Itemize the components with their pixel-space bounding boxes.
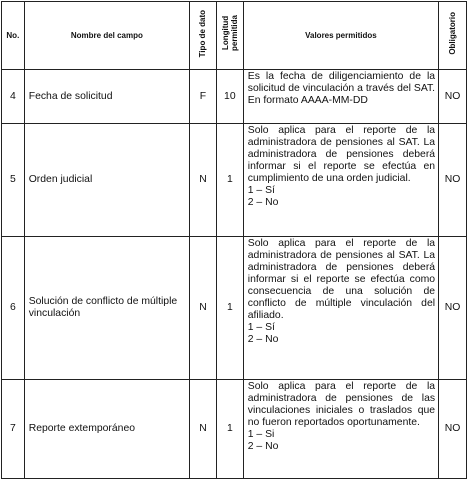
cell-tipo: F	[190, 70, 217, 124]
table-row	[2, 380, 467, 479]
header-obligatorio: Obligatorio	[439, 2, 467, 70]
cell-valores	[243, 124, 438, 237]
cell-obligatorio: NO	[439, 70, 467, 124]
option-si: 1 – Sí	[247, 185, 275, 196]
option-si: 1 – Sí	[247, 322, 275, 333]
cell-no: 5	[2, 124, 25, 237]
header-valores: Valores permitidos	[243, 2, 438, 70]
field-spec-table	[1, 1, 467, 479]
cell-tipo: N	[190, 380, 217, 479]
cell-no: 4	[2, 70, 25, 124]
option-no: 2 – No	[247, 334, 279, 345]
valores-text: Solo aplica para el reporte de la administradora de pensiones de las vinculaciones iniciales o traslados que no fueron reportados oportunamente.	[247, 381, 436, 428]
header-nombre: Nombre del campo	[24, 2, 189, 70]
option-no: 2 – No	[247, 197, 279, 208]
cell-obligatorio: NO	[439, 237, 467, 380]
option-no: 2 – No	[247, 441, 279, 452]
cell-valores	[243, 380, 438, 479]
header-tipo: Tipo de dato	[190, 2, 217, 70]
cell-valores	[243, 237, 438, 380]
table-row	[2, 70, 467, 124]
cell-longitud: 10	[216, 70, 243, 124]
cell-no: 6	[2, 237, 25, 380]
cell-nombre: Solución de conflicto de múltiple vinculación	[24, 237, 189, 380]
cell-nombre: Orden judicial	[24, 124, 189, 237]
table-header-row	[2, 2, 467, 70]
cell-nombre: Reporte extemporáneo	[24, 380, 189, 479]
cell-nombre: Fecha de solicitud	[24, 70, 189, 124]
cell-longitud: 1	[216, 237, 243, 380]
cell-tipo: N	[190, 124, 217, 237]
option-si: 1 – Si	[247, 429, 275, 440]
table-row	[2, 237, 467, 380]
table-row	[2, 124, 467, 237]
cell-obligatorio: NO	[439, 380, 467, 479]
cell-longitud: 1	[216, 124, 243, 237]
valores-text: Solo aplica para el reporte de la administradora de pensiones al SAT. La administradora de pensiones deberá informar si el reporte se efectúa como consecuencia de una solución de conflicto de múltiple vinculación del afiliado.	[247, 238, 436, 321]
header-longitud: Longitud permitida	[216, 2, 243, 70]
valores-text: Solo aplica para el reporte de la administradora de pensiones al SAT. La administradora de pensiones deberá informar si el reporte se efectúa en cumplimiento de una orden judicial.	[247, 125, 436, 184]
cell-longitud: 1	[216, 380, 243, 479]
cell-obligatorio: NO	[439, 124, 467, 237]
header-no: No.	[2, 2, 25, 70]
cell-no: 7	[2, 380, 25, 479]
cell-valores: Es la fecha de diligenciamiento de la solicitud de vinculación a través del SAT. En formato AAAA-MM-DD	[243, 70, 438, 124]
cell-tipo: N	[190, 237, 217, 380]
